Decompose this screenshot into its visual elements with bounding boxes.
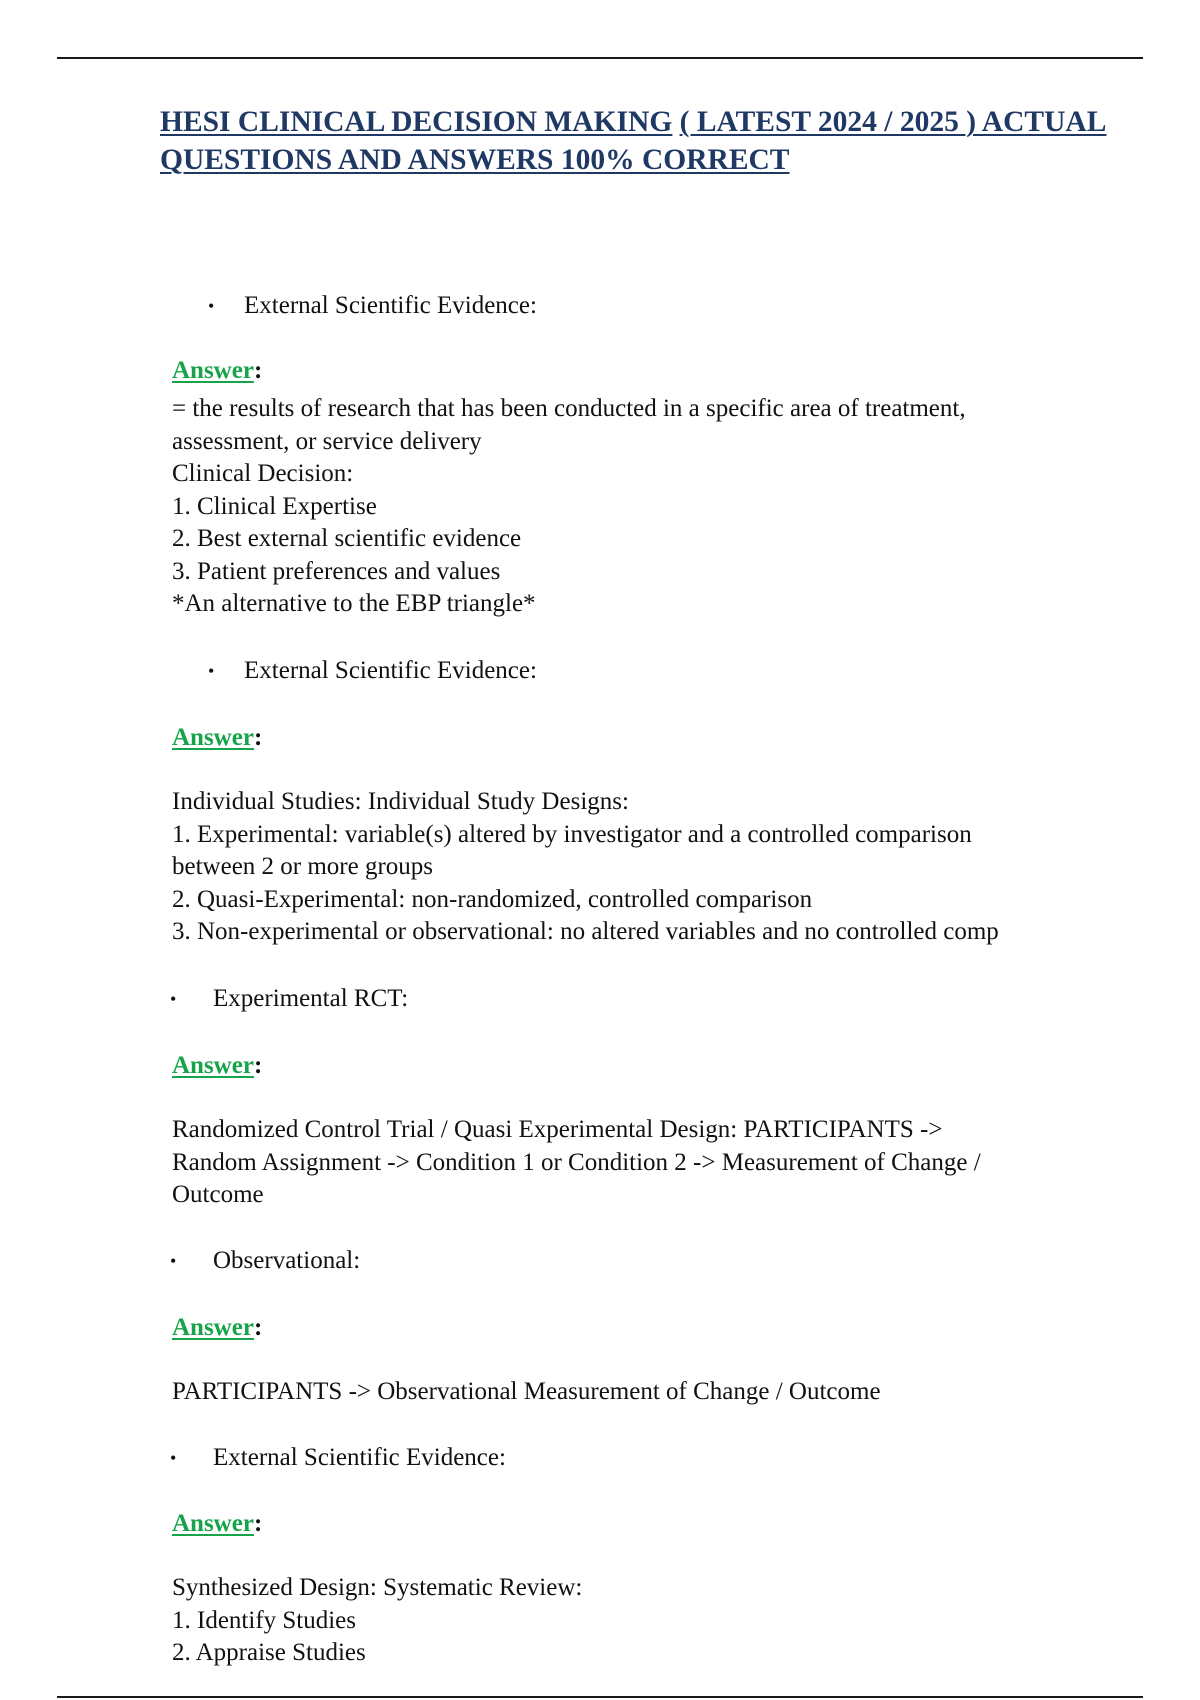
answer-1-line-7: *An alternative to the EBP triangle* bbox=[172, 590, 536, 617]
answer-2-line-3: between 2 or more groups bbox=[172, 853, 434, 880]
bullet-icon: • bbox=[170, 1251, 177, 1271]
answer-2-line-5: 3. Non-experimental or observational: no altered variables and no controlled comp bbox=[172, 918, 999, 945]
question-1-text: External Scientific Evidence: bbox=[244, 292, 537, 319]
answer-label-2: Answer: bbox=[172, 724, 263, 751]
answer-1-line-1: = the results of research that has been conducted in a specific area of treatment, bbox=[172, 395, 966, 422]
question-3-text: Experimental RCT: bbox=[213, 985, 409, 1012]
answer-2-line-1: Individual Studies: Individual Study Designs: bbox=[172, 788, 629, 815]
answer-5 bbox=[172, 1572, 582, 1670]
answer-5-line-2: 1. Identify Studies bbox=[172, 1606, 357, 1634]
title-line-3: 100% CORRECT bbox=[560, 143, 790, 176]
answer-2 bbox=[172, 786, 999, 949]
answer-label-4: Answer: bbox=[172, 1314, 263, 1341]
answer-3 bbox=[172, 1114, 981, 1212]
bottom-rule bbox=[57, 1696, 1143, 1698]
answer-1-line-2: assessment, or service delivery bbox=[172, 427, 482, 455]
question-2-text: External Scientific Evidence: bbox=[244, 657, 537, 684]
answer-5-line-1: Synthesized Design: Systematic Review: bbox=[172, 1574, 583, 1601]
answer-3-line-3: Outcome bbox=[172, 1181, 264, 1208]
question-4-text: Observational: bbox=[213, 1247, 361, 1274]
answer-4-line-1: PARTICIPANTS -> Observational Measurement of Change / Outcome bbox=[172, 1378, 881, 1405]
bullet-icon: • bbox=[170, 1448, 177, 1468]
answer-4 bbox=[172, 1376, 881, 1409]
answer-1-line-6: 3. Patient preferences and values bbox=[172, 557, 501, 585]
answer-1 bbox=[172, 393, 966, 621]
answer-2-line-4: 2. Quasi-Experimental: non-randomized, controlled comparison bbox=[172, 885, 813, 913]
answer-label-1: Answer: bbox=[172, 357, 263, 384]
question-5-text: External Scientific Evidence: bbox=[213, 1444, 506, 1471]
top-rule bbox=[57, 57, 1143, 59]
bullet-icon: • bbox=[208, 661, 215, 681]
document-title bbox=[160, 104, 1120, 179]
answer-1-line-4: 1. Clinical Expertise bbox=[172, 492, 377, 520]
answer-1-line-3: Clinical Decision: bbox=[172, 460, 354, 487]
answer-3-line-1: Randomized Control Trial / Quasi Experimental Design: PARTICIPANTS -> bbox=[172, 1116, 943, 1143]
answer-5-line-3: 2. Appraise Studies bbox=[172, 1639, 366, 1666]
bullet-icon: • bbox=[170, 989, 177, 1009]
answer-1-line-5: 2. Best external scientific evidence bbox=[172, 525, 522, 552]
answer-2-line-2: 1. Experimental: variable(s) altered by investigator and a controlled comparison bbox=[172, 820, 972, 848]
title-line-1: HESI CLINICAL DECISION MAKING bbox=[160, 106, 673, 138]
answer-3-line-2: Random Assignment -> Condition 1 or Condition 2 -> Measurement of Change / bbox=[172, 1148, 981, 1176]
answer-label-5: Answer: bbox=[172, 1510, 263, 1537]
bullet-icon: • bbox=[208, 296, 215, 316]
title-line-2: ( LATEST 2024 / 2025 ) ACTUAL QUESTIONS AND ANSWERS bbox=[160, 106, 1107, 176]
answer-label-3: Answer: bbox=[172, 1052, 263, 1079]
